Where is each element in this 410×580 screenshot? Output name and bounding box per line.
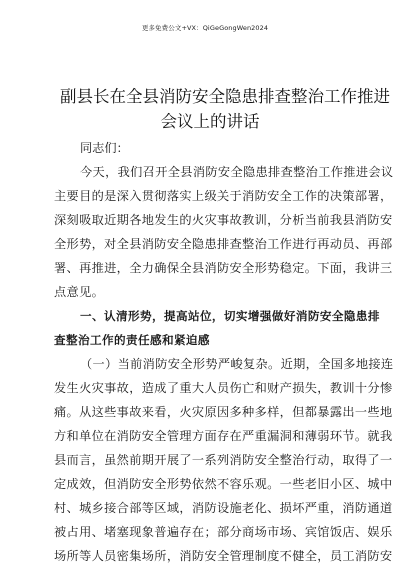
body-line: 方和单位在消防安全管理方面存在严重漏洞和薄弱环节。就我 [54, 429, 393, 443]
body-line: 定成效，但消防安全形势依然不容乐观。一些老旧小区、城中 [54, 477, 393, 491]
header-note: 更多免费公文+VX：QiGeGongWen2024 [141, 24, 269, 32]
body-line: 被占用、堵塞现象普遍存在；部分商场市场、宾馆饭店、娱乐 [54, 525, 393, 539]
intro-line: 主要目的是深入贯彻落实上级关于消防安全工作的决策部署， [54, 189, 393, 203]
section-heading-line: 查整治工作的责任感和紧迫感 [54, 333, 210, 347]
title-line-1: 副县长在全县消防安全隐患排查整治工作推进 [60, 87, 390, 106]
body-line: （一）当前消防安全形势严峻复杂。近期，全国多地接连 [80, 357, 394, 371]
section-heading-line: 一、认清形势，提高站位，切实增强做好消防安全隐患排 [80, 309, 380, 323]
document-title [60, 84, 390, 134]
intro-line: 点意见。 [54, 285, 105, 299]
intro-line: 今天，我们召开全县消防安全隐患排查整治工作推进会议 [80, 165, 394, 179]
intro-line: 深刻吸取近期各地发生的火灾事故教训，分析当前我县消防安 [54, 213, 393, 227]
salutation: 同志们： [80, 141, 129, 155]
body-line: 县而言，虽然前期开展了一系列消防安全整治行动，取得了一 [54, 453, 393, 467]
body-line: 痛。从这些事故来看，火灾原因多种多样，但都暴露出一些地 [54, 405, 393, 419]
body-line: 村、城乡接合部等区域，消防设施老化、损坏严重，消防通道 [54, 501, 393, 515]
intro-line: 全形势，对全县消防安全隐患排查整治工作进行再动员、再部 [54, 237, 393, 251]
intro-line: 署、再推进，全力确保全县消防安全形势稳定。下面，我讲三 [54, 261, 393, 275]
title-line-2: 会议上的讲话 [160, 112, 260, 131]
body-line: 发生火灾事故，造成了重大人员伤亡和财产损失，教训十分惨 [54, 381, 393, 395]
body-line: 场所等人员密集场所，消防安全管理制度不健全，员工消防安 [54, 549, 393, 563]
